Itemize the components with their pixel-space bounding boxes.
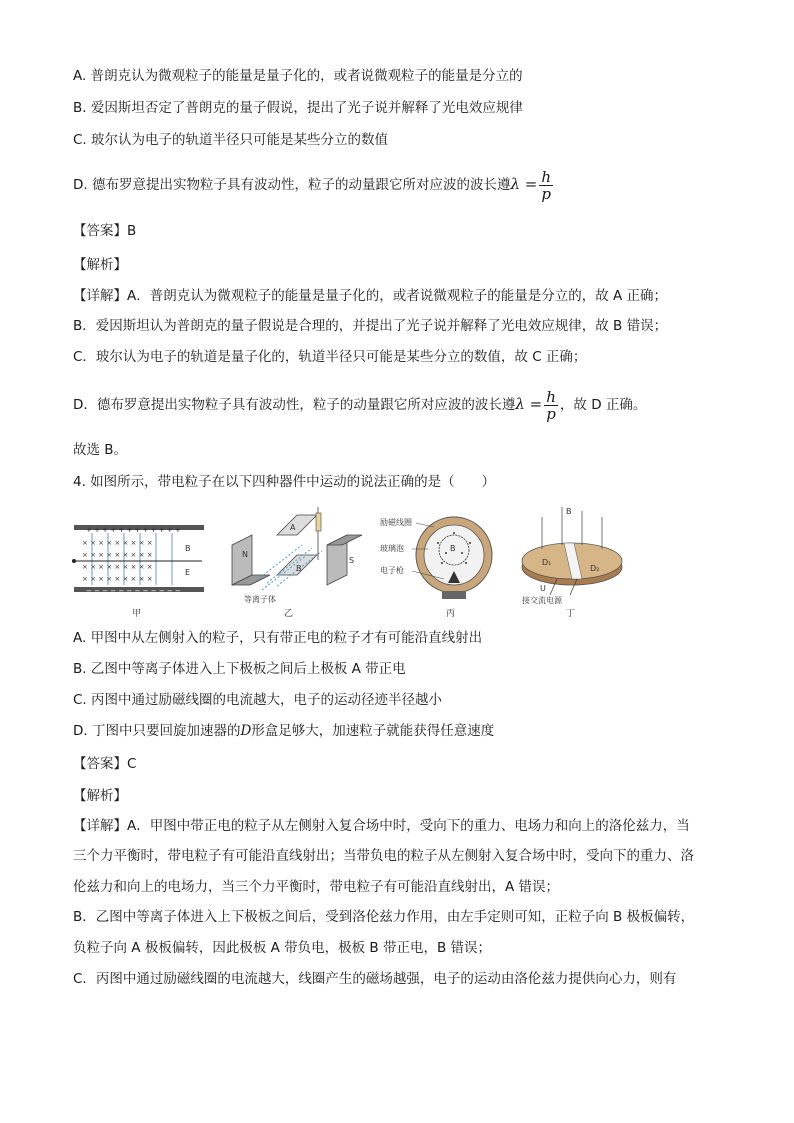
q3-option-b: B. 爱因斯坦否定了普朗克的量子假说，提出了光子说并解释了光电效应规律 — [73, 100, 523, 116]
fraction-h-over-p — [544, 389, 558, 422]
q4-option-d-end: 形盒足够大，加速粒子就能获得任意速度 — [251, 723, 495, 739]
d2-label: D₂ — [590, 564, 600, 573]
q4-option-d-text: D. 丁图中只要回旋加速器的 — [73, 723, 241, 739]
fraction-numerator: h — [546, 387, 556, 406]
q3-analysis-heading: 【解析】 — [73, 257, 127, 273]
svg-text:+ + + + + + + + + + + +: + + + + + + + + + + + + — [86, 526, 181, 534]
q3-choose: 故选 B。 — [73, 442, 128, 458]
field-e-label: E — [185, 568, 191, 577]
figure-yi-caption: 乙 — [284, 609, 294, 619]
ac-source-label: 接交流电源 — [522, 596, 562, 605]
figure-mhd-generator — [222, 505, 372, 605]
figure-cyclotron — [512, 505, 627, 605]
q3-detail-d — [73, 382, 646, 427]
q4-option-c: C. 丙图中通过励磁线圈的电流越大，电子的运动径迹半径越小 — [73, 692, 443, 708]
q4-detail-a-line1: 【详解】A．甲图中带正电的粒子从左侧射入复合场中时，受向下的重力、电场力和向上的洛伦兹力，当 — [73, 818, 690, 834]
svg-text:− − − − − − − − − − − −: − − − − − − − − − − − − — [86, 587, 181, 595]
fraction-denominator: p — [544, 405, 558, 422]
plate-a-label: A — [290, 523, 296, 532]
figure-jia-caption: 甲 — [132, 609, 142, 619]
fraction-numerator: h — [541, 167, 551, 186]
q3-detail-a: 【详解】A．普朗克认为微观粒子的能量是量子化的，或者说微观粒子的能量是分立的，故 A 正确； — [73, 288, 668, 304]
voltage-u-label: U — [540, 584, 546, 593]
q4-stem: 4. 如图所示，带电粒子在以下四种器件中运动的说法正确的是（ ） — [73, 474, 496, 490]
q4-detail-b-line1: B．乙图中等离子体进入上下极板之间后，受到洛伦兹力作用，由左手定则可知，正粒子向 B 极板偏转， — [73, 909, 695, 925]
q3-detail-b: B．爱因斯坦认为普朗克的量子假说是合理的，并提出了光子说并解释了光电效应规律，故 B 错误； — [73, 318, 668, 334]
q4-option-d — [73, 721, 494, 741]
q3-option-d — [73, 164, 555, 205]
d-shape-symbol: D — [240, 723, 252, 739]
q4-detail-a-line2: 三个力平衡时，带电粒子有可能沿直线射出；当带负电的粒子从左侧射入复合场中时，受向下的重力、洛 — [73, 848, 694, 864]
q4-option-b: B. 乙图中等离子体进入上下极板之间后上极板 A 带正电 — [73, 661, 406, 677]
q3-detail-d-end: ，故 D 正确。 — [559, 397, 647, 413]
field-b-label: B — [185, 544, 191, 553]
lambda-symbol: λ = — [510, 175, 538, 193]
d1-label: D₁ — [542, 558, 552, 567]
q4-detail-a-line3: 伦兹力和向上的电场力，当三个力平衡时，带电粒子有可能沿直线射出，A 错误； — [73, 879, 560, 895]
figure-beam-tube — [376, 505, 501, 605]
pole-n-label: N — [242, 550, 248, 559]
q3-detail-c: C．玻尔认为电子的轨道是量子化的，轨道半径只可能是某些分立的数值，故 C 正确； — [73, 349, 587, 365]
q4-detail-c-line1: C．丙图中通过励磁线圈的电流越大，线圈产生的磁场越强，电子的运动由洛伦兹力提供向心力，则有 — [73, 971, 677, 987]
fraction-h-over-p — [539, 169, 553, 202]
q4-option-a: A. 甲图中从左侧射入的粒子，只有带正电的粒子才有可能沿直线射出 — [73, 630, 483, 646]
q3-option-a: A. 普朗克认为微观粒子的能量是量子化的，或者说微观粒子的能量是分立的 — [73, 68, 523, 84]
plasma-label: 等离子体 — [244, 595, 276, 604]
plate-b-label: B — [296, 564, 302, 573]
bulb-label: 玻璃泡 — [380, 544, 404, 553]
q4-analysis-heading: 【解析】 — [73, 788, 127, 804]
svg-text:× × × × × × × × ×: × × × × × × × × × — [82, 539, 153, 547]
cyclotron-b-label: B — [566, 507, 572, 516]
q3-answer: 【答案】B — [73, 223, 137, 239]
q3-detail-d-text: D．德布罗意提出实物粒子具有波动性，粒子的动量跟它所对应波的波长遵 — [73, 397, 516, 413]
fraction-denominator: p — [539, 185, 553, 202]
lambda-symbol: λ = — [515, 395, 543, 413]
svg-text:× × × × × × × × ×: × × × × × × × × × — [82, 563, 153, 571]
tube-b-label: B — [450, 544, 456, 553]
q4-detail-b-line2: 负粒子向 A 极板偏转，因此极板 A 带负电，极板 B 带正电，B 错误； — [73, 940, 492, 956]
pole-s-label: S — [349, 556, 355, 565]
svg-text:× × × × × × × × ×: × × × × × × × × × — [82, 551, 153, 559]
coil-label: 励磁线圈 — [380, 518, 412, 527]
figure-bing-caption: 丙 — [446, 609, 456, 619]
figure-ding-caption: 丁 — [566, 609, 576, 619]
q4-answer: 【答案】C — [73, 756, 137, 772]
figure-velocity-selector — [72, 505, 208, 605]
q3-option-d-text: D. 德布罗意提出实物粒子具有波动性，粒子的动量跟它所对应波的波长遵 — [73, 177, 511, 193]
gun-label: 电子枪 — [380, 566, 404, 575]
svg-text:× × × × × × × × ×: × × × × × × × × × — [82, 575, 153, 583]
q3-option-c: C. 玻尔认为电子的轨道半径只可能是某些分立的数值 — [73, 132, 389, 148]
